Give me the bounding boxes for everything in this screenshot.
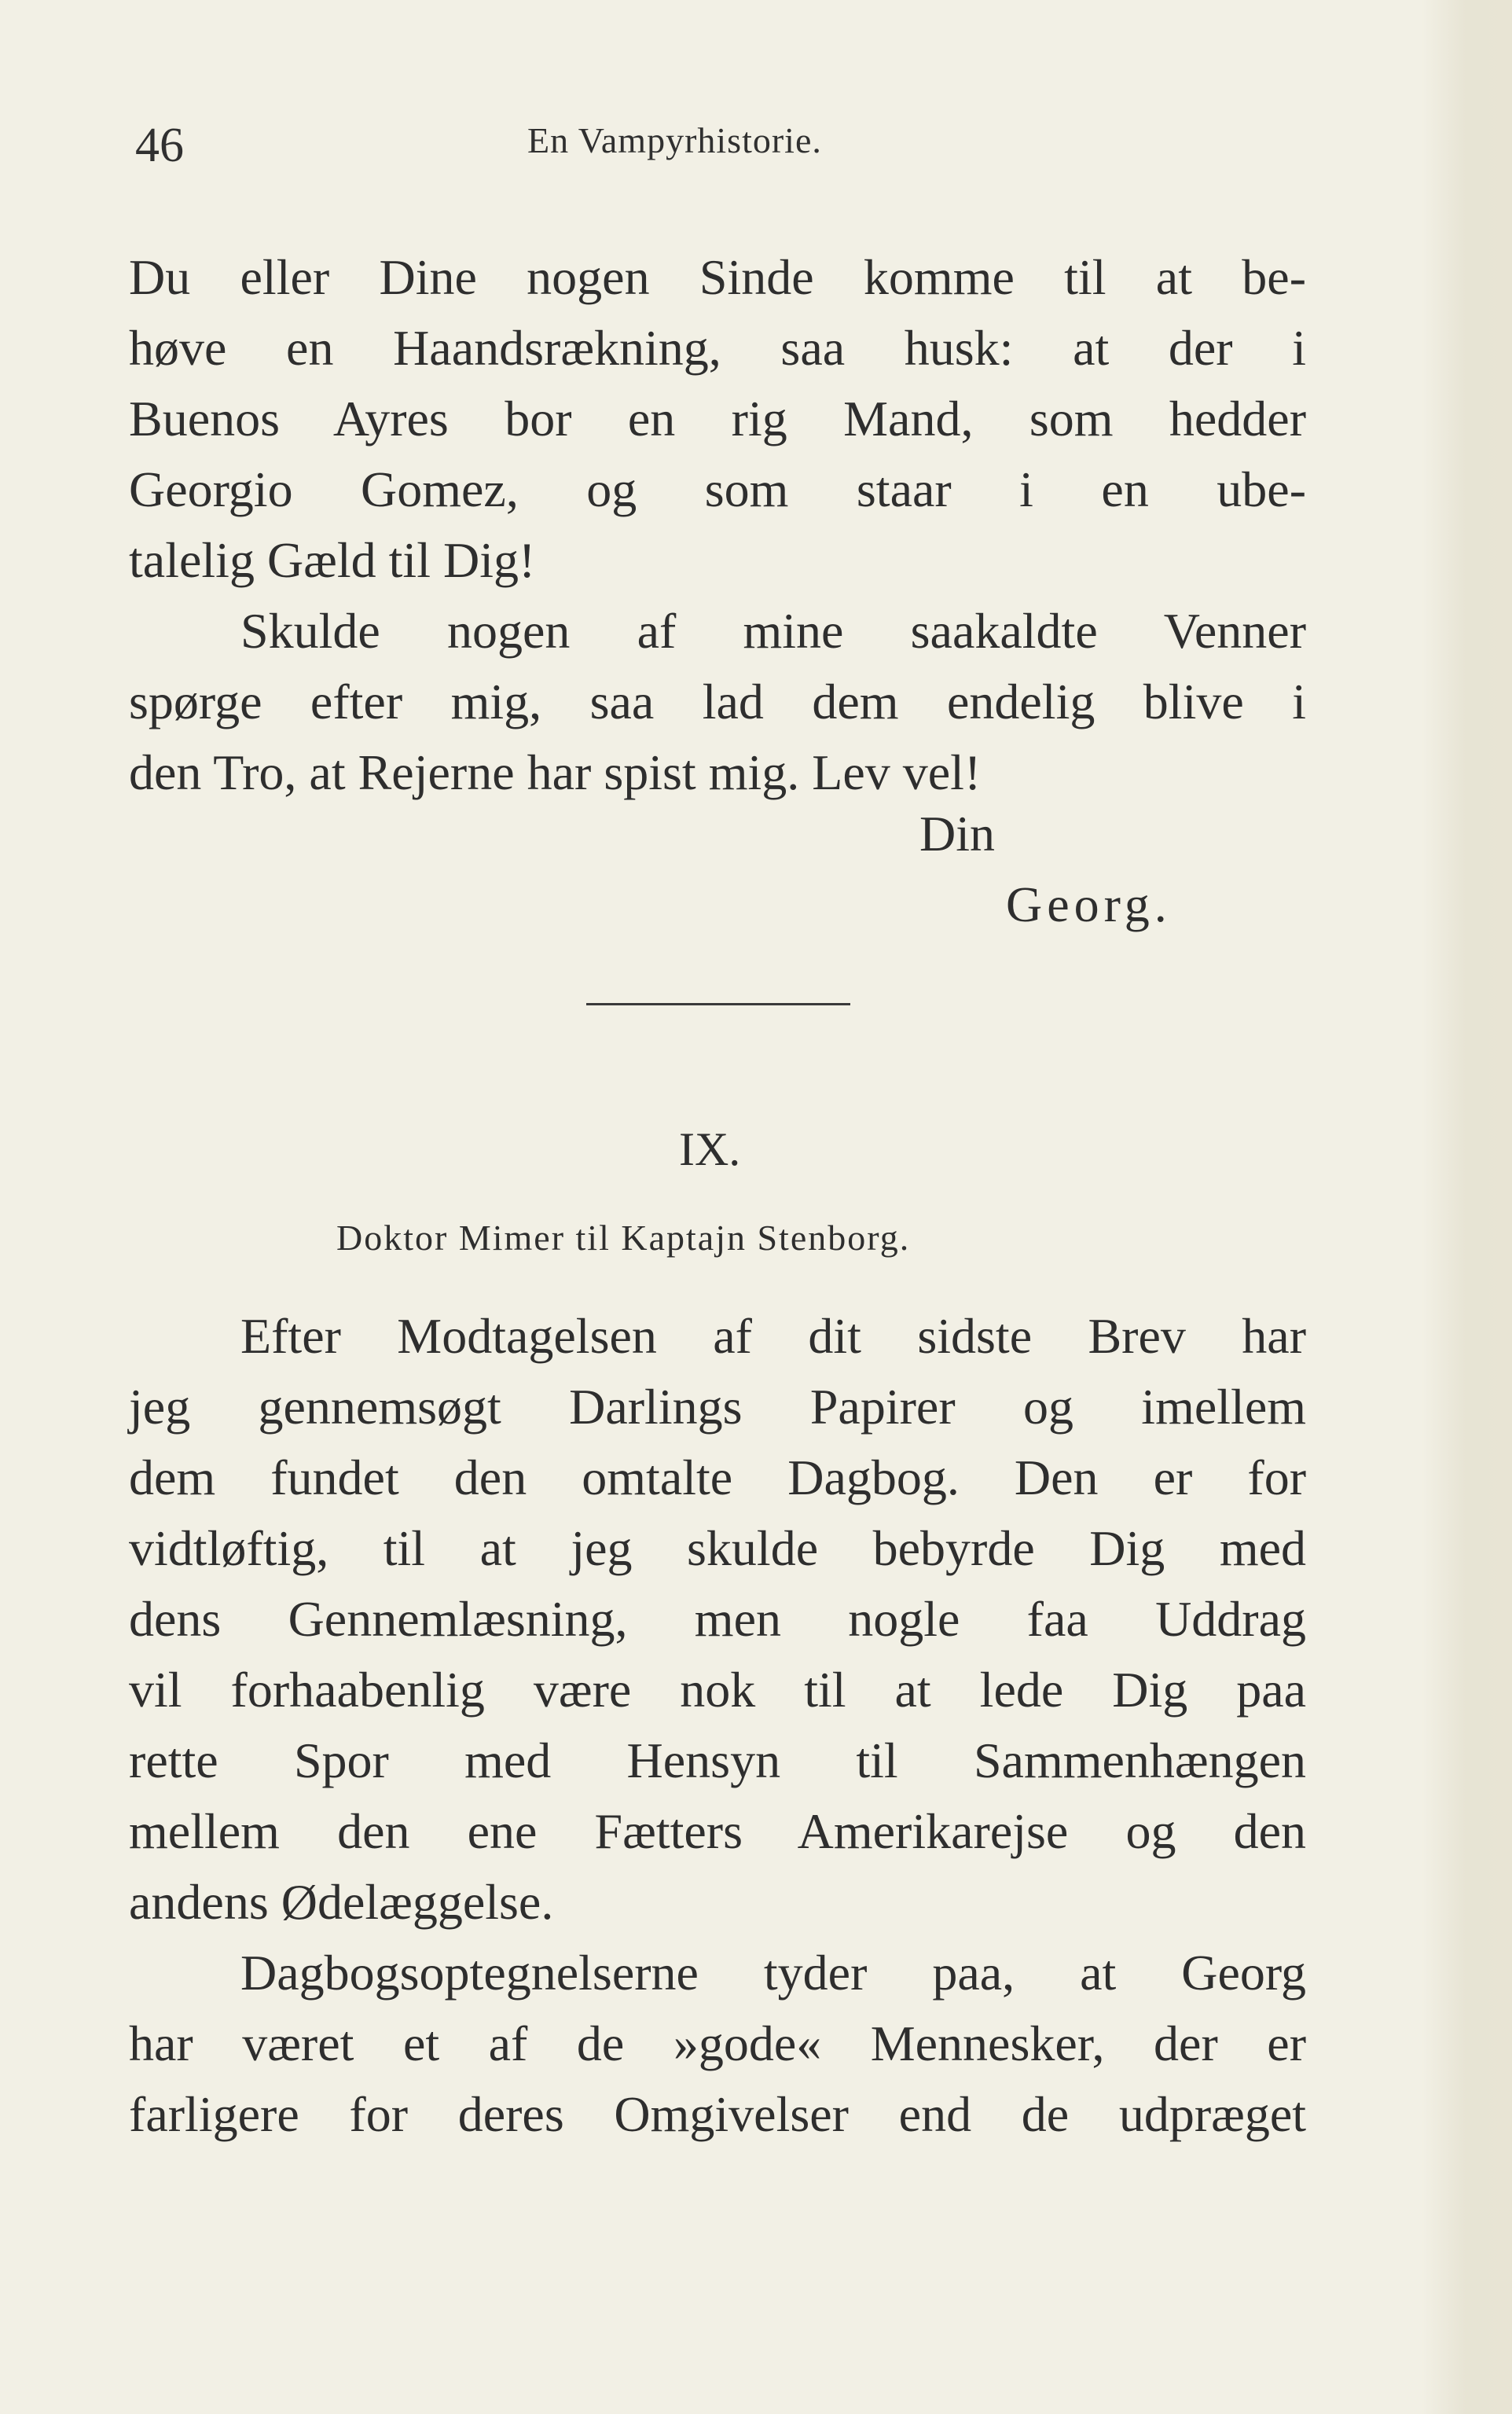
text-line: den Tro, at Rejerne har spist mig. Lev vel! [129,744,982,800]
text-line: spørge efter mig, saa lad dem endelig blive i [129,674,1306,729]
text-line: jeg gennemsøgt Darlings Papirer og imellem [129,1379,1306,1435]
text-line: vil forhaabenlig være nok til at lede Dig paa [129,1662,1306,1718]
text-line: mellem den ene Fætters Amerikarejse og den [129,1803,1306,1859]
text-line: andens Ødelæggelse. [129,1874,554,1930]
text-line: farligere for deres Omgivelser end de udpræget [129,2086,1306,2142]
text-line: talelig Gæld til Dig! [129,532,536,588]
chapter-title: Doktor Mimer til Kaptajn Stenborg. [336,1218,911,1258]
text-line: Dagbogsoptegnelserne tyder paa, at Georg [240,1945,1306,2001]
page-number: 46 [135,119,184,172]
section-divider [586,1003,850,1005]
text-line: Du eller Dine nogen Sinde komme til at be- [129,249,1306,305]
text-line: høve en Haandsrækning, saa husk: at der i [129,320,1306,376]
letter-closing: Din [919,806,995,862]
letter-text [129,242,1306,808]
text-line: vidtløftig, til at jeg skulde bebyrde Dig med [129,1520,1306,1576]
text-line: Skulde nogen af mine saakaldte Venner [240,603,1306,659]
text-line: Efter Modtagelsen af dit sidste Brev har [240,1308,1306,1364]
chapter-number: IX. [679,1123,741,1175]
text-line: har været et af de »gode« Mennesker, der er [129,2015,1306,2071]
text-line: dem fundet den omtalte Dagbog. Den er for [129,1450,1306,1505]
chapter-body-text [129,1301,1306,2150]
text-line: dens Gennemlæsning, men nogle faa Uddrag [129,1591,1306,1647]
text-line: rette Spor med Hensyn til Sammenhængen [129,1732,1306,1788]
running-title: En Vampyrhistorie. [527,120,822,160]
letter-signature: Georg. [1006,876,1172,932]
text-line: Georgio Gomez, og som staar i en ube- [129,461,1306,517]
text-line: Buenos Ayres bor en rig Mand, som hedder [129,391,1306,446]
page-header [129,102,1312,173]
